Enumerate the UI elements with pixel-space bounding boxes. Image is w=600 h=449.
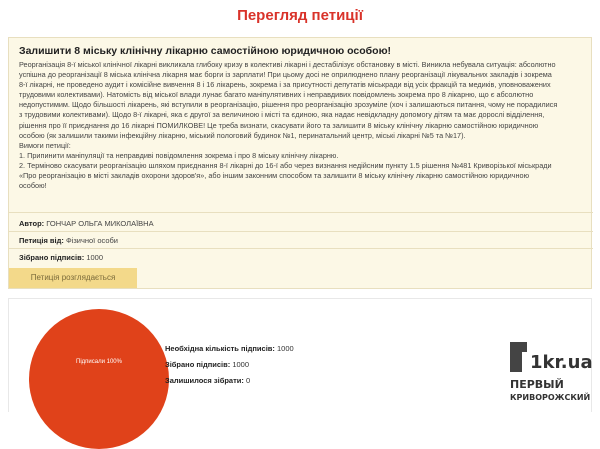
divider (9, 248, 593, 249)
remaining-signatures-label: Залишилося зібрати: (165, 376, 244, 385)
page-title: Перегляд петиції (237, 7, 363, 24)
petition-line: особою (як залишили такими інфекційну лікарню, міський пологовий будинок №1, перинатальний центр, міські лікарні №5 та №17). (19, 130, 466, 140)
needed-signatures-row (165, 344, 294, 353)
pie-slice (29, 309, 169, 449)
needed-signatures-value: 1000 (276, 344, 294, 353)
logo-domain: 1kr.ua (530, 352, 593, 373)
signatures-row (19, 253, 103, 262)
needed-signatures-label: Необхідна кількість підписів: (165, 344, 275, 353)
author-row (19, 219, 154, 228)
petition-line: успішна до реорганізації 8 міська клінічна лікарня має борги із зарплати! При цьому досі не оприлюднено плану реорганізації лікувальних закладів і зокрема (19, 70, 552, 80)
petition-line: рішення про її приєднання до 16 лікарні ПОМИЛКОВЕ! Це треба визнати, скасувати його та залишити 8 міську клінічну лікарню самостійною юридичною (19, 120, 539, 130)
collected-signatures-value: 1000 (232, 360, 250, 369)
petition-line: недопустимим. Щодо більшості лікарень, які вступили в реорганізацію, рішення про реорганізацію зрозуміле (хоч і залишаються питання, чому не порадилися (19, 100, 558, 110)
signatures-label: Зібрано підписів: (19, 253, 85, 262)
petition-from-value: Фізичної особи (65, 236, 118, 245)
petition-line: Вимоги петиції: (19, 140, 71, 150)
petition-line: Реорганізація 8-ї міської клінічної лікарні викликала глибоку кризу в колективі лікарні і дестабілізує обстановку в місті. Виникла небувала ситуація: абсолютно (19, 60, 556, 69)
petition-from-row (19, 236, 118, 245)
status-badge: Петиція розглядається (9, 268, 137, 288)
petition-line: «Про реорганізацію в місті закладів охорони здоров'я», або іншим законним способом та залишити 8 міську клінічну лікарню самостійною юридичною (19, 171, 530, 181)
petition-heading: Залишити 8 міську клінічну лікарню самостійною юридичною особою! (19, 45, 392, 57)
logo-line-2: ПЕРВЫЙ (510, 378, 564, 391)
site-logo[interactable] (508, 340, 594, 406)
remaining-signatures-row (165, 376, 250, 385)
logo-line-3: КРИВОРОЖСКИЙ (510, 393, 591, 402)
petition-line: 1. Припинити маніпуляції та неправдиві повідомлення зокрема і про 8 міську клінічну лікарню. (19, 150, 339, 160)
petition-card (8, 37, 592, 289)
author-value: ГОНЧАР ОЛЬГА МИКОЛАЇВНА (46, 219, 154, 228)
divider (9, 212, 593, 213)
logo-mark (522, 342, 527, 352)
stats-panel (8, 298, 592, 412)
petition-text (19, 60, 579, 191)
collected-signatures-label: Зібрано підписів: (165, 360, 231, 369)
petition-from-label: Петиція від: (19, 236, 64, 245)
pie-label: Підписали 100% (76, 359, 122, 365)
petition-line: з трудовими колективами). Щодо 8-ї лікарні, яка є другої за величиною і місті та єдиною, яка надає невідкладну допомогу дітям та має дорослі відділення, (19, 110, 545, 120)
signatures-value: 1000 (86, 253, 104, 262)
petition-line: особою! (19, 181, 47, 191)
divider (9, 231, 593, 232)
author-label: Автор: (19, 219, 45, 228)
petition-line: 8-ї лікарні, не проведено аудит і комісійне вивчення 8 і 16 лікарень, зокрема і за присутності депутатів міськради від усіх фракцій та медиків, уповноважених (19, 80, 551, 90)
logo-mark (510, 342, 522, 372)
collected-signatures-row (165, 360, 249, 369)
petition-line: 2. Терміново скасувати реорганізацію шляхом приєднання 8-ї лікарні до 16-ї або через визнання недійсним пункту 1.5 рішення №481 Криворізької міськради (19, 160, 552, 170)
remaining-signatures-value: 0 (245, 376, 251, 385)
petition-line: трудовими колективами). Натомість від міської влади лунає багато маніпулятивних і неправдивих повідомлень зокрема про 8 лікарню, що є абсолютно (19, 90, 534, 100)
